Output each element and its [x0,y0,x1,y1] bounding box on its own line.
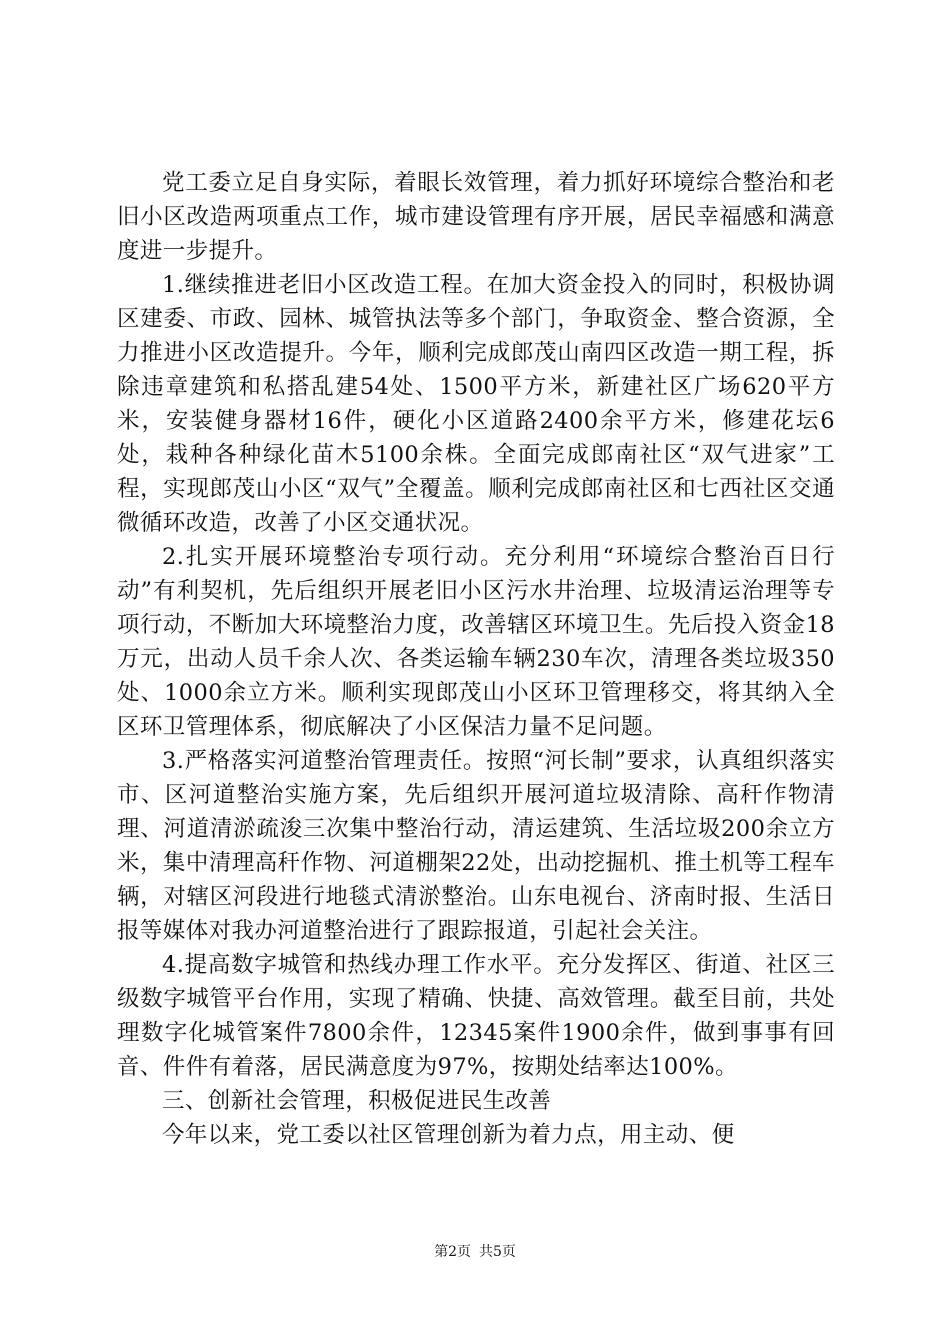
paragraph-item-4-digital-city-management: 4.提高数字城管和热线办理工作水平。充分发挥区、街道、社区三级数字城管平台作用，实现了精确、快捷、高效管理。截至目前，共处理数字化城管案件7800余件，12345案件1900余件，做到事事有回音、件件有着落，居民满意度为97%，按期处结率达100%。 [117,952,835,1080]
page-total: 共5页 [479,1244,516,1260]
paragraph-section-intro: 今年以来，党工委以社区管理创新为着力点，用主动、便 [162,1122,735,1148]
document-body [117,166,835,1152]
paragraph-item-1-old-community-renovation: 1.继续推进老旧小区改造工程。在加大资金投入的同时，积极协调区建委、市政、园林、城管执法等多个部门，争取资金、整合资源，全力推进小区改造提升。今年，顺利完成郎茂山南四区改造一期工程，拆除违章建筑和私搭乱建54处、1500平方米，新建社区广场620平方米，安装健身器材16件，硬化小区道路2400余平方米，修建花坛6处，栽种各种绿化苗木5100余株。全面完成郎南社区“双气进家”工程，实现郎茂山小区“双气”全覆盖。顺利完成郎南社区和七西社区交通微循环改造，改善了小区交通状况。 [117,272,835,536]
paragraph-item-3-river-management: 3.严格落实河道整治管理责任。按照“河长制”要求，认真组织落实市、区河道整治实施方案，先后组织开展河道垃圾清除、高秆作物清理、河道清淤疏浚三次集中整治行动，清运建筑、生活垃圾200余立方米，集中清理高秆作物、河道棚架22处，出动挖掘机、推土机等工程车辆，对辖区河段进行地毯式清淤整治。山东电视台、济南时报、生活日报等媒体对我办河道整治进行了跟踪报道，引起社会关注。 [117,748,835,944]
page-footer [0,1243,950,1261]
paragraph-intro: 党工委立足自身实际，着眼长效管理，着力抓好环境综合整治和老旧小区改造两项重点工作，城市建设管理有序开展，居民幸福感和满意度进一步提升。 [117,170,835,264]
paragraph-item-2-environment-action: 2.扎实开展环境整治专项行动。充分利用“环境综合整治百日行动”有利契机，先后组织开展老旧小区污水井治理、垃圾清运治理等专项行动，不断加大环境整治力度，改善辖区环境卫生。先后投入资金18万元，出动人员千余人次、各类运输车辆230车次，清理各类垃圾350处、1000余立方米。顺利实现郎茂山小区环卫管理移交，将其纳入全区环卫管理体系，彻底解决了小区保洁力量不足问题。 [117,544,835,740]
section-heading-social-management: 三、创新社会管理，积极促进民生改善 [162,1088,552,1114]
page-number: 第2页 [434,1244,471,1260]
